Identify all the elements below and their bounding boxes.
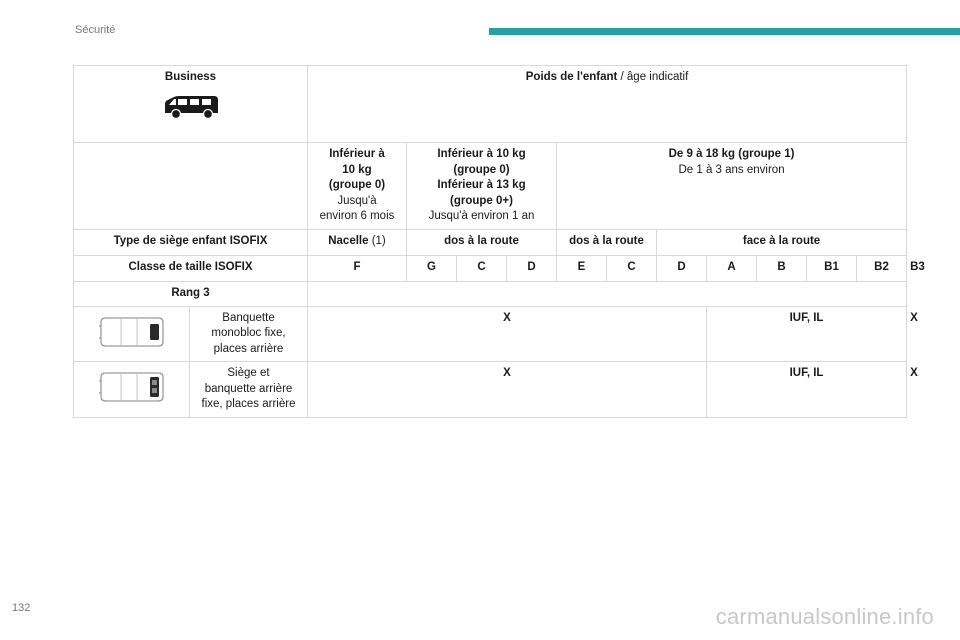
header-accent-bar — [489, 28, 960, 35]
group-a-line2: 10 kg — [342, 163, 372, 176]
group-c-cell — [557, 143, 907, 230]
class-cell: A — [707, 256, 757, 282]
row-desc-line1: Siège et — [227, 367, 270, 380]
group-c-line2: De 1 à 3 ans environ — [678, 163, 785, 176]
group-b-line4: (groupe 0+) — [450, 194, 513, 207]
group-a-line4: Jusqu'à — [337, 194, 377, 207]
table-row: Siège et banquette arrière fixe, places arrière X IUF, IL X — [74, 362, 907, 418]
empty-cell — [308, 282, 907, 307]
type-dos-2: dos à la route — [557, 230, 657, 256]
table-row: Banquette monobloc fixe, places arrière X IUF, IL X — [74, 306, 907, 362]
group-b-cell — [407, 143, 557, 230]
class-cell: B2 — [857, 256, 907, 282]
class-cell: G — [407, 256, 457, 282]
rang-label: Rang 3 — [74, 282, 308, 307]
seat-description-cell — [190, 362, 308, 418]
class-cell: E — [557, 256, 607, 282]
business-cell — [74, 66, 308, 143]
watermark: carmanualsonline.info — [715, 604, 934, 629]
class-cell: B — [757, 256, 807, 282]
row-desc-line3: places arrière — [213, 342, 284, 355]
group-a-line5: environ 6 mois — [319, 210, 395, 223]
van-icon — [162, 94, 220, 120]
class-cell: D — [507, 256, 557, 282]
group-c-line1: De 9 à 18 kg (groupe 1) — [668, 148, 795, 160]
weight-title-rest: / âge indicatif — [617, 71, 689, 83]
weight-title-cell — [308, 66, 907, 143]
row-value-b: IUF, IL — [707, 306, 907, 362]
row-value-b: IUF, IL — [707, 362, 907, 418]
row-desc-line2: banquette arrière — [204, 382, 293, 395]
isofix-table: Business Poids de l'enfant / âge indicatif Inférieur à 10 kg (groupe 0) Jusqu'à environ 6 mois Inférieur à 10 kg (groupe 0) Inférieur à 13 kg (groupe 0+) Jusqu'à environ 1 an De 9 à 18 kg (groupe 1) De 1 à 3 ans environ Type de siège enfant ISOFIX Nacelle (1) dos à la route dos à la route face à la route Classe de taille ISOFIX F G C D E C D A B B1 B2 B3 Rang 3 Banquette monobloc fixe, places arrière X IUF, IL X Siège et banquette arrière fixe, places arrière X IUF, IL X — [73, 65, 907, 418]
class-cell: C — [457, 256, 507, 282]
group-b-line3: Inférieur à 13 kg — [437, 179, 526, 192]
type-nacelle — [308, 230, 407, 256]
class-cell: F — [308, 256, 407, 282]
weight-title-bold: Poids de l'enfant — [525, 71, 618, 83]
page-number: 132 — [12, 602, 31, 614]
row-desc-line2: monobloc fixe, — [211, 327, 286, 340]
row-desc-line1: Banquette — [222, 311, 275, 324]
group-a-line1: Inférieur à — [329, 148, 385, 160]
group-a-line3: (groupe 0) — [328, 179, 386, 192]
seat-description-cell — [190, 306, 308, 362]
type-label: Type de siège enfant ISOFIX — [74, 230, 308, 256]
type-dos-1: dos à la route — [407, 230, 557, 256]
type-nacelle-bold: Nacelle — [328, 235, 369, 247]
business-label: Business — [164, 71, 217, 83]
seat-layout-seat-bench-icon — [97, 369, 167, 405]
class-label: Classe de taille ISOFIX — [74, 256, 308, 282]
type-face: face à la route — [657, 230, 907, 256]
class-cell: D — [657, 256, 707, 282]
type-nacelle-rest: (1) — [368, 235, 386, 247]
row-desc-line3: fixe, places arrière — [201, 398, 296, 411]
row-value-a: X — [308, 306, 707, 362]
section-title: Sécurité — [75, 24, 116, 36]
row-value-a: X — [308, 362, 707, 418]
group-b-line5: Jusqu'à environ 1 an — [428, 210, 535, 223]
seat-diagram-cell — [74, 362, 190, 418]
seat-diagram-cell — [74, 306, 190, 362]
group-b-line2: (groupe 0) — [453, 163, 510, 176]
seat-layout-bench-icon — [97, 314, 167, 350]
group-a-cell — [308, 143, 407, 230]
class-cell: B1 — [807, 256, 857, 282]
class-cell: C — [607, 256, 657, 282]
empty-cell — [74, 143, 308, 230]
group-b-line1: Inférieur à 10 kg — [437, 148, 526, 160]
